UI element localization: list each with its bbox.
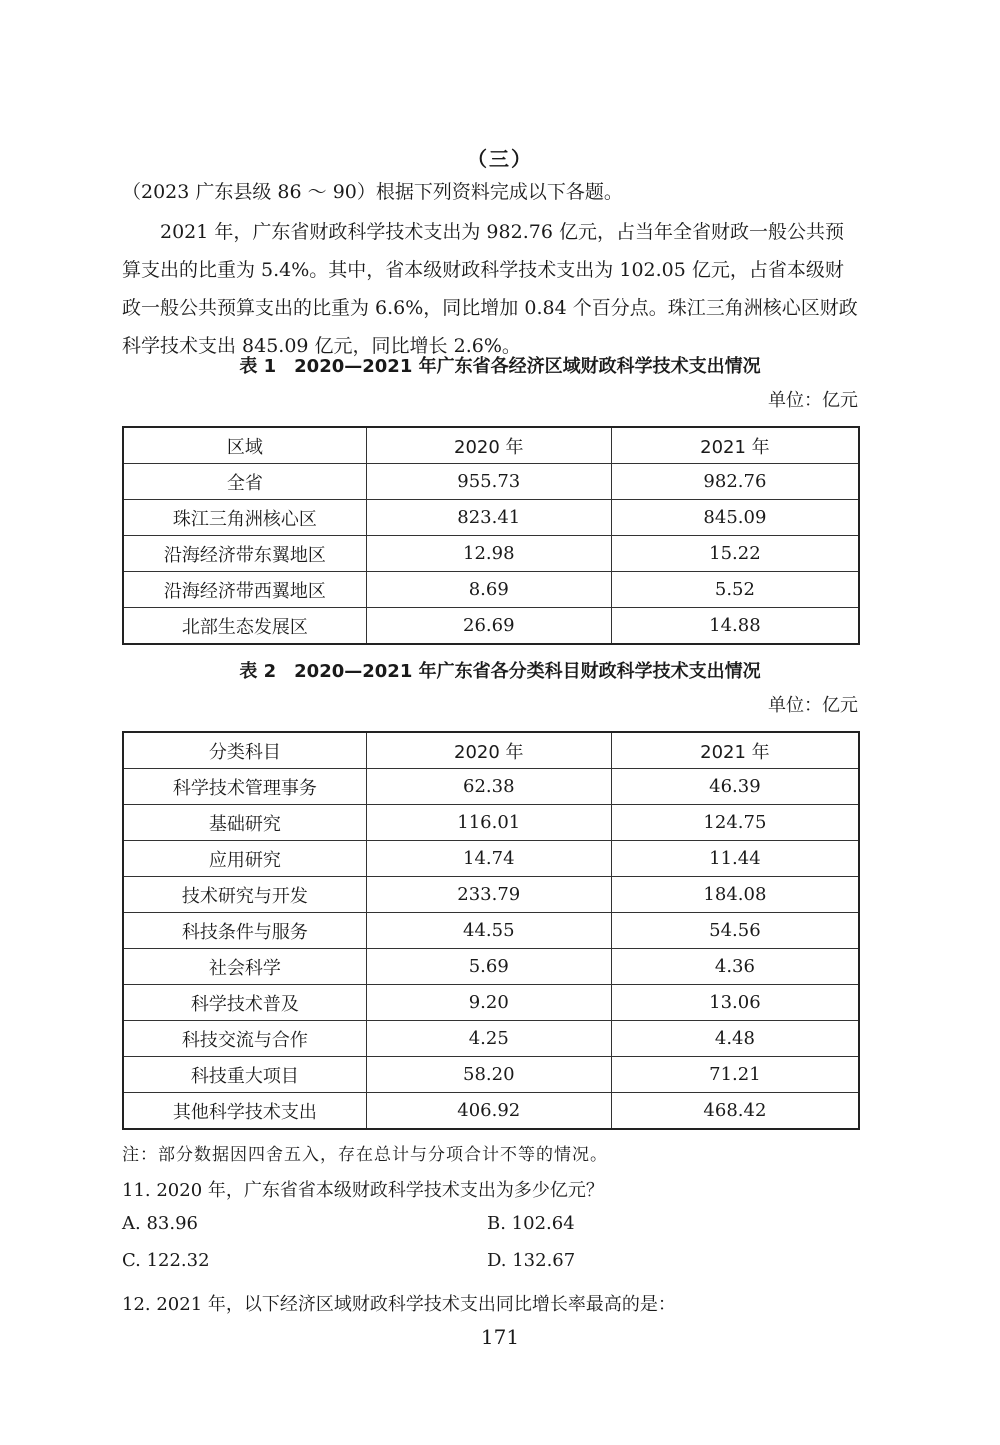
table-cell: 468.42 bbox=[611, 1093, 859, 1130]
table-row bbox=[123, 464, 859, 500]
table-cell: 科学技术管理事务 bbox=[123, 769, 366, 805]
table-cell: 46.39 bbox=[611, 769, 859, 805]
table-row bbox=[123, 572, 859, 608]
question-11-option-a: A. 83.96 bbox=[122, 1213, 198, 1234]
table1-header-region: 区域 bbox=[123, 427, 366, 464]
table2-header-row bbox=[123, 732, 859, 769]
question-11-option-c: C. 122.32 bbox=[122, 1250, 210, 1271]
table-cell: 基础研究 bbox=[123, 805, 366, 841]
table-row bbox=[123, 1057, 859, 1093]
table-row bbox=[123, 841, 859, 877]
table2-header-2020: 2020 年 bbox=[366, 732, 611, 769]
table-cell: 应用研究 bbox=[123, 841, 366, 877]
table1-header-row bbox=[123, 427, 859, 464]
table1-header-2021: 2021 年 bbox=[611, 427, 859, 464]
table-row bbox=[123, 913, 859, 949]
table-row bbox=[123, 949, 859, 985]
table-cell: 823.41 bbox=[366, 500, 611, 536]
table-cell: 54.56 bbox=[611, 913, 859, 949]
table-cell: 124.75 bbox=[611, 805, 859, 841]
table-cell: 62.38 bbox=[366, 769, 611, 805]
table-cell: 71.21 bbox=[611, 1057, 859, 1093]
table-cell: 沿海经济带西翼地区 bbox=[123, 572, 366, 608]
table-cell: 4.48 bbox=[611, 1021, 859, 1057]
question-11-option-d: D. 132.67 bbox=[487, 1250, 576, 1271]
table-cell: 科技交流与合作 bbox=[123, 1021, 366, 1057]
table-note: 注：部分数据因四舍五入，存在总计与分项合计不等的情况。 bbox=[122, 1145, 608, 1165]
table-cell: 9.20 bbox=[366, 985, 611, 1021]
table-cell: 44.55 bbox=[366, 913, 611, 949]
table-row bbox=[123, 1021, 859, 1057]
table-cell: 科学技术普及 bbox=[123, 985, 366, 1021]
table-cell: 982.76 bbox=[611, 464, 859, 500]
table-cell: 北部生态发展区 bbox=[123, 608, 366, 645]
table-cell: 14.88 bbox=[611, 608, 859, 645]
table-cell: 11.44 bbox=[611, 841, 859, 877]
table1-unit: 单位：亿元 bbox=[768, 390, 858, 411]
table-cell: 12.98 bbox=[366, 536, 611, 572]
table2-caption: 表 2 2020—2021 年广东省各分类科目财政科学技术支出情况 bbox=[239, 661, 761, 682]
table-row bbox=[123, 1093, 859, 1130]
table2-header-2021: 2021 年 bbox=[611, 732, 859, 769]
table2-header-category: 分类科目 bbox=[123, 732, 366, 769]
page-number: 171 bbox=[480, 1325, 520, 1349]
table-cell: 8.69 bbox=[366, 572, 611, 608]
table2-unit: 单位：亿元 bbox=[768, 695, 858, 716]
table-cell: 955.73 bbox=[366, 464, 611, 500]
table-row bbox=[123, 608, 859, 645]
table-cell: 4.25 bbox=[366, 1021, 611, 1057]
question-11: 11. 2020 年，广东省省本级财政科学技术支出为多少亿元？ bbox=[122, 1180, 604, 1201]
table-cell: 116.01 bbox=[366, 805, 611, 841]
table-cell: 13.06 bbox=[611, 985, 859, 1021]
table-cell: 58.20 bbox=[366, 1057, 611, 1093]
table-cell: 184.08 bbox=[611, 877, 859, 913]
table-cell: 233.79 bbox=[366, 877, 611, 913]
table-row bbox=[123, 985, 859, 1021]
table-row bbox=[123, 877, 859, 913]
table-cell: 26.69 bbox=[366, 608, 611, 645]
table-row bbox=[123, 500, 859, 536]
table-row bbox=[123, 536, 859, 572]
table-row bbox=[123, 805, 859, 841]
question-11-option-b: B. 102.64 bbox=[487, 1213, 575, 1234]
question-12: 12. 2021 年，以下经济区域财政科学技术支出同比增长率最高的是： bbox=[122, 1294, 676, 1315]
table-cell: 845.09 bbox=[611, 500, 859, 536]
table2-category-expenditure bbox=[122, 731, 860, 1130]
body-paragraph: 2021 年，广东省财政科学技术支出为 982.76 亿元，占当年全省财政一般公共预算支出的比重为 5.4%。其中，省本级财政科学技术支出为 102.05 亿元，占省本级财政一般公共预算支出的比重为 6.6%，同比增加 0.84 个百分点。珠江三角洲核心区财政科学技术支出 845.09 亿元，同比增长 2.6%。 bbox=[122, 221, 858, 357]
table-cell: 4.36 bbox=[611, 949, 859, 985]
table-cell: 406.92 bbox=[366, 1093, 611, 1130]
table1-caption: 表 1 2020—2021 年广东省各经济区域财政科学技术支出情况 bbox=[239, 356, 761, 377]
table-cell: 5.69 bbox=[366, 949, 611, 985]
table-cell: 全省 bbox=[123, 464, 366, 500]
table-cell: 科技条件与服务 bbox=[123, 913, 366, 949]
section-title: （三） bbox=[467, 147, 533, 171]
table-row bbox=[123, 769, 859, 805]
table-cell: 技术研究与开发 bbox=[123, 877, 366, 913]
table-cell: 社会科学 bbox=[123, 949, 366, 985]
table-cell: 其他科学技术支出 bbox=[123, 1093, 366, 1130]
table-cell: 沿海经济带东翼地区 bbox=[123, 536, 366, 572]
table-cell: 14.74 bbox=[366, 841, 611, 877]
intro-text: （2023 广东县级 86 ～ 90）根据下列资料完成以下各题。 bbox=[122, 181, 623, 203]
table-cell: 科技重大项目 bbox=[123, 1057, 366, 1093]
table-cell: 5.52 bbox=[611, 572, 859, 608]
table-cell: 珠江三角洲核心区 bbox=[123, 500, 366, 536]
table1-region-expenditure bbox=[122, 426, 860, 645]
table-cell: 15.22 bbox=[611, 536, 859, 572]
table1-header-2020: 2020 年 bbox=[366, 427, 611, 464]
